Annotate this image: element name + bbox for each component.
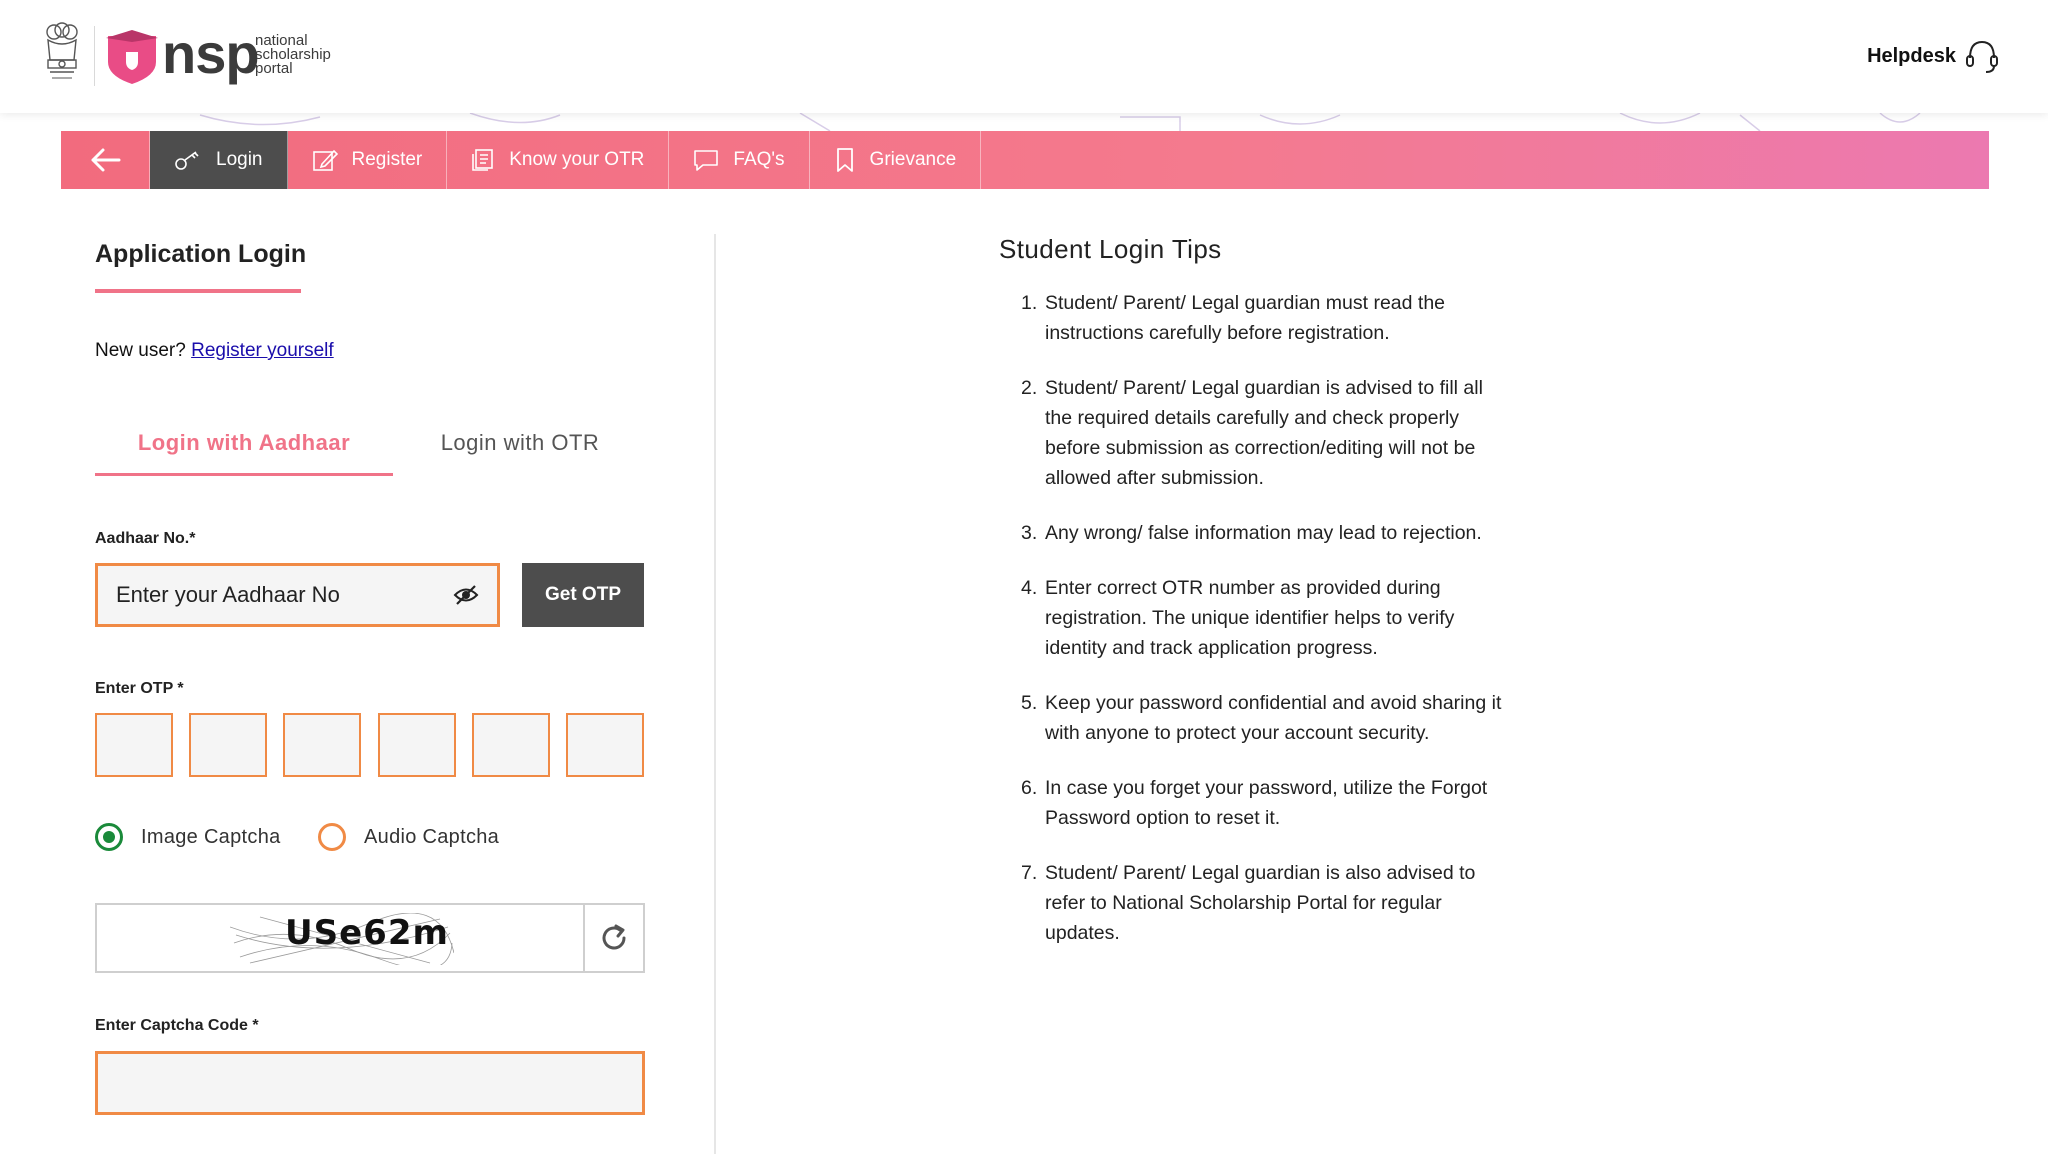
tip-item: 3. Any wrong/ false information may lead to rejection. xyxy=(1021,522,1482,544)
panel-divider xyxy=(714,234,716,1154)
header xyxy=(0,0,2048,113)
otp-digit-2[interactable] xyxy=(189,713,267,777)
tip-item: 2. Student/ Parent/ Legal guardian is advised to fill all the required details carefully and check properly before submission as correction/editing will not be allowed after submission. xyxy=(1021,377,1483,489)
active-tab-indicator xyxy=(95,473,393,476)
title-underline xyxy=(95,289,301,293)
register-yourself-link[interactable]: Register yourself xyxy=(191,340,334,361)
aadhaar-input[interactable] xyxy=(95,563,500,627)
nav-faqs[interactable] xyxy=(669,131,809,189)
captcha-code-input[interactable] xyxy=(95,1051,645,1115)
tips-title: Student Login Tips xyxy=(999,234,1222,264)
national-emblem-icon xyxy=(40,20,84,90)
nav-know-your-otr[interactable] xyxy=(447,131,669,189)
headset-icon xyxy=(1964,36,2000,76)
helpdesk-link[interactable] xyxy=(1867,36,2000,76)
tips-list xyxy=(1021,288,1511,948)
image-captcha-label: Image Captcha xyxy=(141,825,281,848)
aadhaar-placeholder: Enter your Aadhaar No xyxy=(116,582,340,607)
tip-item: 4. Enter correct OTR number as provided during registration. The unique identifier helps to verify identity and track application progress. xyxy=(1021,577,1455,659)
image-captcha-option[interactable] xyxy=(95,823,281,851)
image-captcha-radio[interactable] xyxy=(95,823,123,851)
nav-register[interactable] xyxy=(288,131,448,189)
nsp-logo-text[interactable]: nsp xyxy=(162,22,259,85)
tab-login-with-aadhaar[interactable]: Login with Aadhaar xyxy=(137,430,351,455)
logo-divider xyxy=(94,26,95,86)
tip-item: 6. In case you forget your password, utilize the Forgot Password option to reset it. xyxy=(1021,777,1488,829)
tip-item: 7. Student/ Parent/ Legal guardian is also advised to refer to National Scholarship Portal for regular updates. xyxy=(1021,862,1476,944)
main-nav xyxy=(61,131,1989,189)
arrow-left-icon xyxy=(89,147,121,173)
bookmark-icon xyxy=(834,147,856,173)
back-button[interactable] xyxy=(61,131,150,189)
nsp-logo-subtitle: national scholarship portal xyxy=(255,32,331,77)
nav-otr-label: Know your OTR xyxy=(509,149,645,170)
nav-grievance-label: Grievance xyxy=(869,149,957,170)
nav-register-label: Register xyxy=(351,149,423,170)
decorative-background xyxy=(0,113,2048,133)
get-otp-button[interactable]: Get OTP xyxy=(522,563,644,627)
otp-digit-1[interactable] xyxy=(95,713,173,777)
otp-digit-4[interactable] xyxy=(378,713,456,777)
audio-captcha-option[interactable] xyxy=(318,823,499,851)
otp-label: Enter OTP * xyxy=(95,680,184,697)
otp-digit-6[interactable] xyxy=(566,713,644,777)
nav-login[interactable] xyxy=(150,131,288,189)
captcha-refresh-button[interactable] xyxy=(583,905,643,971)
key-icon xyxy=(174,148,202,172)
otp-digit-3[interactable] xyxy=(283,713,361,777)
nav-login-label: Login xyxy=(216,149,263,170)
refresh-icon xyxy=(598,922,630,954)
nsp-logo-icon[interactable] xyxy=(104,28,160,86)
tab-login-with-otr[interactable]: Login with OTR xyxy=(440,430,600,455)
document-icon xyxy=(471,148,495,172)
edit-icon xyxy=(312,148,338,172)
audio-captcha-label: Audio Captcha xyxy=(364,825,500,848)
nav-faqs-label: FAQ's xyxy=(733,149,785,170)
otp-digit-5[interactable] xyxy=(472,713,550,777)
helpdesk-label: Helpdesk xyxy=(1867,44,1956,67)
tip-item: 5. Keep your password confidential and avoid sharing it with anyone to protect your account security. xyxy=(1021,692,1502,744)
page-title: Application Login xyxy=(95,240,307,268)
eye-slash-icon[interactable] xyxy=(453,584,479,606)
aadhaar-label: Aadhaar No.* xyxy=(95,530,196,547)
new-user-line xyxy=(95,340,334,362)
tip-item: 1. Student/ Parent/ Legal guardian must read the instructions carefully before registration. xyxy=(1021,292,1446,344)
captcha-box xyxy=(95,903,645,973)
captcha-text: USe62m xyxy=(285,913,449,953)
audio-captcha-radio[interactable] xyxy=(318,823,346,851)
nav-grievance[interactable] xyxy=(810,131,982,189)
captcha-code-label: Enter Captcha Code * xyxy=(95,1017,259,1034)
chat-icon xyxy=(693,148,719,172)
new-user-prefix: New user? xyxy=(95,340,186,361)
